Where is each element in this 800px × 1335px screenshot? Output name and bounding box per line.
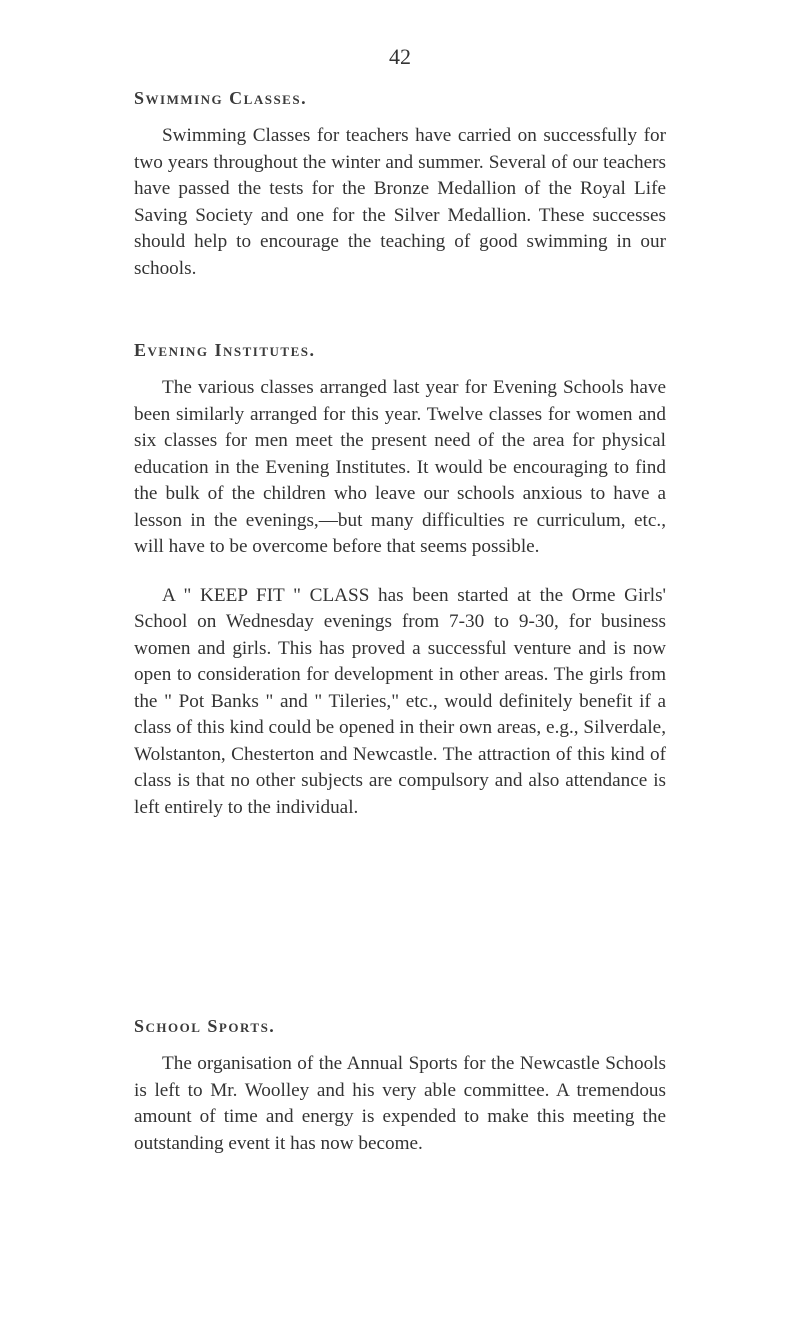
section-swimming-classes: [134, 88, 666, 282]
paragraph: The various classes arranged last year for Evening Schools have been similarly arranged for this year. Twelve classes for women and six classes for men meet the present need of the area for physical education in the Evening Institutes. It would be encouraging to find the bulk of the children who leave our schools anxious to have a lesson in the evenings,—but many difficulties re curriculum, etc., will have to be overcome before that seems possible.: [134, 377, 666, 557]
section-heading: Swimming Classes.: [134, 88, 308, 108]
paragraph: Swimming Classes for teachers have carried on successfully for two years throughout the winter and summer. Several of our teachers have passed the tests for the Bronze Medallion of the Royal Life Saving Society and one for the Silver Medallion. These successes should help to encourage the teaching of good swimming in our schools.: [134, 125, 666, 279]
page-number: 42: [389, 44, 411, 69]
section-heading: School Sports.: [134, 1016, 276, 1036]
section-heading: Evening Institutes.: [134, 340, 316, 360]
section-school-sports: [134, 1016, 666, 1157]
paragraph: The organisation of the Annual Sports for the Newcastle Schools is left to Mr. Woolley and his very able committee. A tremendous amount of time and energy is expended to make this meeting the outstanding event it has now become.: [134, 1053, 666, 1154]
paragraph: A " KEEP FIT " CLASS has been started at the Orme Girls' School on Wednesday evenings from 7-30 to 9-30, for business women and girls. This has proved a successful venture and is now open to consideration for development in other areas. The girls from the " Pot Banks " and " Tileries," etc., would definitely benefit if a class of this kind could be opened in their own areas, e.g., Silverdale, Wolstanton, Chesterton and Newcastle. The attraction of this kind of class is that no other subjects are compulsory and also attendance is left entirely to the individual.: [134, 584, 666, 818]
section-evening-institutes: [134, 340, 666, 821]
